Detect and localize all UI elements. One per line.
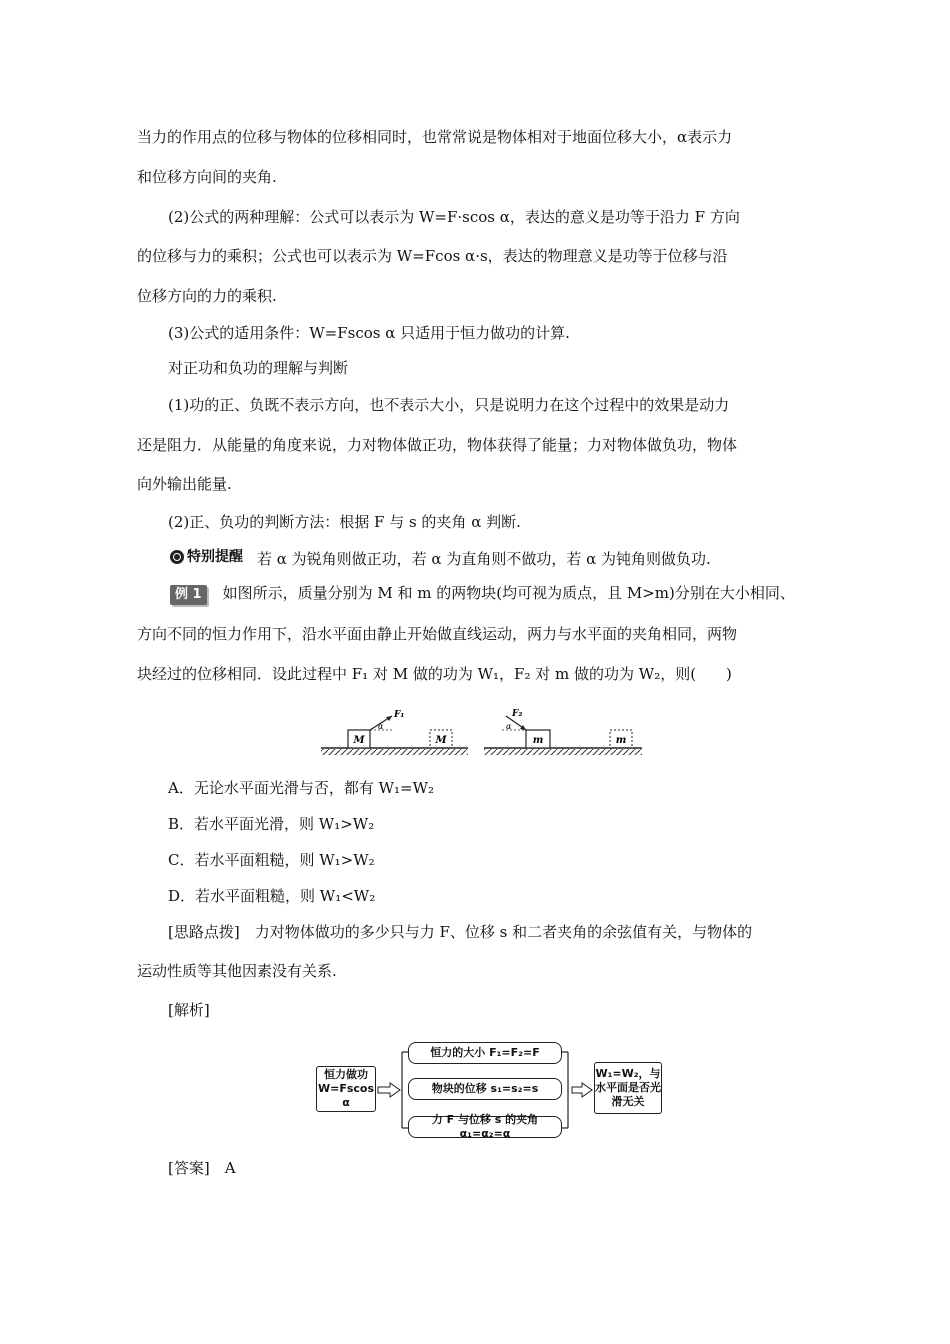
flow-box-2: 物块的位移 s₁=s₂=s [408, 1078, 562, 1100]
svg-text:F₁: F₁ [394, 710, 405, 720]
special-note: 特别提醒 若 α 为锐角则做正功，若 α 为直角则不做功，若 α 为钝角则做负功. [170, 547, 711, 569]
flow-right-box: W₁=W₂，与水平面是否光滑无关 [594, 1062, 662, 1114]
svg-text:m: m [615, 735, 627, 746]
paragraph-line: 还是阻力．从能量的角度来说，力对物体做正功，物体获得了能量；力对物体做负功，物体 [137, 436, 738, 454]
svg-text:m: m [532, 735, 544, 746]
example-line: 例 1 如图所示，质量分别为 M 和 m 的两物块(均可视为质点，且 M>m)分别在大小相同、 [170, 583, 795, 605]
flowchart [316, 1040, 664, 1144]
option-b: B．若水平面光滑，则 W₁>W₂ [168, 815, 375, 833]
paragraph-line: 当力的作用点的位移与物体的位移相同时，也常常说是物体相对于地面位移大小，α表示力 [137, 128, 733, 146]
paragraph-line: 方向不同的恒力作用下，沿水平面由静止开始做直线运动，两力与水平面的夹角相同，两物 [137, 625, 738, 643]
paragraph-line: (2)正、负功的判断方法：根据 F 与 s 的夹角 α 判断. [168, 513, 521, 531]
example-badge: 例 1 [170, 585, 207, 605]
paragraph-line: 位移方向的力的乘积. [137, 287, 277, 305]
answer-line: [答案] A [168, 1159, 236, 1177]
paragraph-line: (1)功的正、负既不表示方向，也不表示大小，只是说明力在这个过程中的效果是动力 [168, 396, 730, 414]
svg-text:M: M [353, 735, 365, 746]
blocks-figure [316, 702, 646, 764]
special-note-label: 特别提醒 [170, 547, 243, 567]
paragraph-line: 和位移方向间的夹角. [137, 168, 277, 186]
option-d: D．若水平面粗糙，则 W₁<W₂ [168, 887, 376, 905]
paragraph-line: (3)公式的适用条件：W=Fscos α 只适用于恒力做功的计算. [168, 324, 570, 342]
flow-box-3: 力 F 与位移 s 的夹角 α₁=α₂=α [408, 1116, 562, 1138]
smile-icon [170, 550, 184, 564]
analysis-label: [解析] [168, 1001, 210, 1019]
flow-left-box: 恒力做功 W=Fscos α [316, 1066, 376, 1112]
svg-text:F₂: F₂ [512, 709, 523, 719]
paragraph-line: 的位移与力的乘积；公式也可以表示为 W=Fcos α·s，表达的物理意义是功等于位移与沿 [137, 247, 728, 265]
svg-text:α: α [506, 722, 512, 731]
option-c: C．若水平面粗糙，则 W₁>W₂ [168, 851, 375, 869]
paragraph-line: (2)公式的两种理解：公式可以表示为 W=F·scos α，表达的意义是功等于沿力 F 方向 [168, 208, 740, 226]
option-a: A．无论水平面光滑与否，都有 W₁=W₂ [168, 779, 435, 797]
hint-line: [思路点拨] 力对物体做功的多少只与力 F、位移 s 和二者夹角的余弦值有关，与物体的 [168, 923, 753, 941]
svg-text:α: α [378, 722, 384, 731]
flow-box-1: 恒力的大小 F₁=F₂=F [408, 1042, 562, 1064]
section-heading: 对正功和负功的理解与判断 [168, 359, 349, 377]
paragraph-line: 块经过的位移相同．设此过程中 F₁ 对 M 做的功为 W₁，F₂ 对 m 做的功为 W₂，则( ) [137, 665, 732, 683]
paragraph-line: 向外输出能量. [137, 475, 232, 493]
hint-line: 运动性质等其他因素没有关系. [137, 962, 337, 980]
svg-text:M: M [435, 735, 447, 746]
